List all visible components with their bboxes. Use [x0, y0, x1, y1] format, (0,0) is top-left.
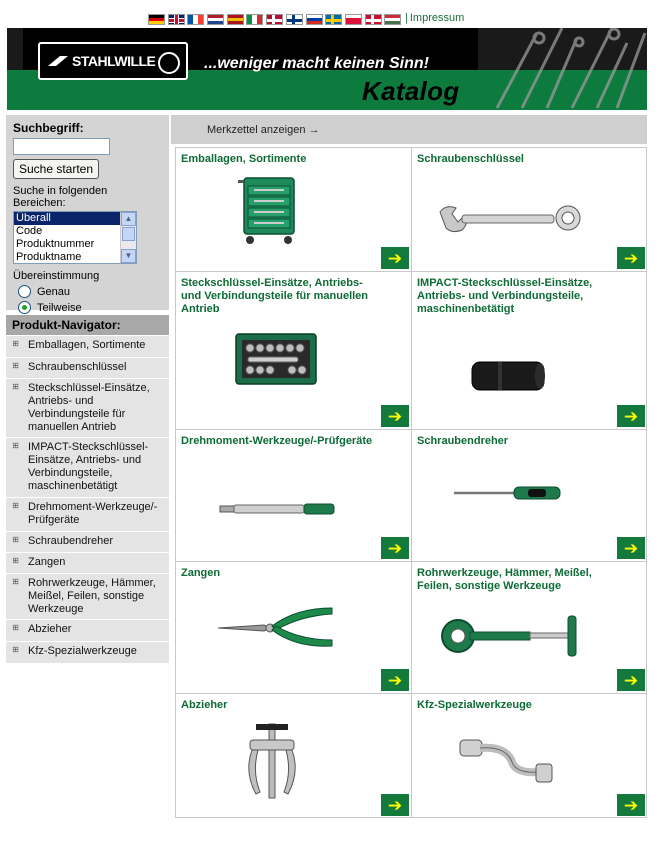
category-cell[interactable] — [412, 430, 647, 562]
arrow-right-icon: ➔ — [387, 670, 403, 690]
impressum-link[interactable] — [405, 12, 464, 24]
expand-plus-icon[interactable]: ⊞ — [12, 339, 19, 348]
nav-item-rohrwerkzeuge[interactable] — [6, 574, 169, 620]
flag-es-icon[interactable] — [227, 14, 244, 25]
area-option[interactable]: Produktnummer — [16, 238, 95, 250]
category-grid — [175, 147, 647, 818]
nav-item-label: Steckschlüssel-Einsätze, Antriebs- und Verbindungsteile für manuellen Antrieb — [28, 382, 150, 433]
flag-nl-icon[interactable] — [207, 14, 224, 25]
nav-item-label: Schraubendreher — [28, 535, 114, 547]
match-label: Übereinstimmung — [13, 270, 100, 282]
impact-socket-icon — [468, 356, 548, 396]
expand-plus-icon[interactable]: ⊞ — [12, 556, 19, 565]
merkzettel-link[interactable] — [207, 124, 320, 136]
match-option-genau[interactable] — [13, 285, 162, 298]
arrow-right-icon: → — [308, 124, 320, 136]
search-input[interactable] — [13, 138, 110, 155]
arrow-right-icon: ➔ — [623, 795, 639, 815]
screwdriver-icon — [452, 484, 564, 502]
language-flags — [148, 12, 404, 26]
go-button[interactable] — [617, 405, 645, 427]
nav-item-schraubendreher[interactable] — [6, 532, 169, 553]
flag-dk-icon[interactable] — [365, 14, 382, 25]
search-areas-listbox[interactable] — [13, 211, 137, 264]
category-title[interactable]: Kfz-Spezialwerkzeuge — [417, 699, 532, 711]
arrow-right-icon: ➔ — [623, 248, 639, 268]
category-cell[interactable] — [176, 272, 412, 430]
nav-item-impact[interactable] — [6, 438, 169, 498]
torque-wrench-icon — [218, 500, 338, 518]
arrow-right-icon: ➔ — [387, 406, 403, 426]
go-button[interactable] — [381, 247, 409, 269]
separator: | — [405, 12, 408, 24]
expand-plus-icon[interactable]: ⊞ — [12, 645, 19, 654]
radio-genau-label: Genau — [37, 285, 71, 298]
flag-no-icon[interactable] — [266, 14, 283, 25]
arrow-right-icon: ➔ — [387, 248, 403, 268]
flag-de-icon[interactable] — [148, 14, 165, 25]
search-label: Suchbegriff: — [13, 121, 84, 135]
puller-icon — [242, 722, 302, 802]
nav-item-drehmoment[interactable] — [6, 498, 169, 532]
expand-plus-icon[interactable]: ⊞ — [12, 623, 19, 632]
category-cell[interactable] — [176, 694, 412, 818]
logo-swoosh-icon — [46, 52, 70, 70]
category-title[interactable]: Abzieher — [181, 699, 228, 711]
nav-item-abzieher[interactable] — [6, 620, 169, 642]
category-title[interactable]: Zangen — [181, 567, 221, 579]
category-cell[interactable] — [412, 272, 647, 430]
impressum-label[interactable]: Impressum — [409, 12, 465, 24]
expand-plus-icon[interactable]: ⊞ — [12, 382, 19, 391]
expand-plus-icon[interactable]: ⊞ — [12, 535, 19, 544]
arrow-right-icon: ➔ — [623, 538, 639, 558]
category-cell[interactable] — [176, 562, 412, 694]
category-cell[interactable] — [176, 430, 412, 562]
stahlwille-logo[interactable] — [38, 42, 188, 80]
search-areas-label: Suche in folgenden Bereichen: — [13, 185, 108, 209]
expand-plus-icon[interactable]: ⊞ — [12, 577, 19, 586]
slogan: ...weniger macht keinen Sinn! — [204, 55, 429, 72]
arrow-right-icon: ➔ — [387, 538, 403, 558]
go-button[interactable] — [617, 794, 645, 816]
area-option[interactable]: Code — [16, 225, 43, 237]
logo-text: STAHLWILLE — [72, 53, 156, 69]
go-button[interactable] — [381, 537, 409, 559]
go-button[interactable] — [381, 669, 409, 691]
arrow-right-icon: ➔ — [623, 406, 639, 426]
category-title[interactable]: Steckschlüssel-Einsätze, Antriebs- und Verbindungsteile für manuellen Antrieb — [181, 277, 369, 315]
search-panel — [6, 115, 169, 314]
flag-ru-icon[interactable] — [306, 14, 323, 25]
flag-se-icon[interactable] — [325, 14, 342, 25]
nav-item-label: Zangen — [28, 556, 66, 568]
nav-item-steckschluessel[interactable] — [6, 379, 169, 438]
match-option-teilweise[interactable] — [13, 301, 162, 314]
area-option[interactable]: Überall — [14, 212, 122, 225]
expand-plus-icon[interactable]: ⊞ — [12, 441, 19, 450]
radio-genau[interactable] — [18, 285, 31, 298]
go-button[interactable] — [381, 405, 409, 427]
category-cell[interactable] — [176, 148, 412, 272]
flag-fi-icon[interactable] — [286, 14, 303, 25]
nav-item-label: Emballagen, Sortimente — [28, 339, 146, 351]
main-topbar — [171, 115, 647, 144]
category-cell[interactable] — [412, 694, 647, 818]
category-title[interactable]: IMPACT-Steckschlüssel-Einsätze, Antriebs- und Verbindungsteile, maschinenbetätigt — [417, 277, 593, 315]
category-title[interactable]: Schraubenschlüssel — [417, 153, 524, 165]
pliers-icon — [216, 602, 336, 652]
arrow-right-icon: ➔ — [387, 795, 403, 815]
go-button[interactable] — [617, 247, 645, 269]
navigator-title: Produkt-Navigator: — [6, 315, 169, 335]
header-banner — [7, 28, 647, 110]
logo-gear-icon — [158, 52, 180, 74]
tools-decoration-icon — [477, 28, 647, 110]
category-title[interactable]: Emballagen, Sortimente — [181, 153, 307, 165]
nav-item-label: Schraubenschlüssel — [28, 361, 127, 373]
flag-hu-icon[interactable] — [384, 14, 401, 25]
flag-it-icon[interactable] — [246, 14, 263, 25]
nav-item-label: Abzieher — [28, 623, 72, 635]
flag-gb-icon[interactable] — [168, 14, 185, 25]
arrow-right-icon: ➔ — [623, 670, 639, 690]
nav-item-label: Rohrwerkzeuge, Hämmer, Meißel, Feilen, sonstige Werkzeuge — [28, 577, 156, 615]
nav-item-label: Kfz-Spezialwerkzeuge — [28, 645, 137, 657]
radio-teilweise[interactable] — [18, 301, 31, 314]
tool-trolley-icon — [236, 174, 306, 246]
special-wrench-icon — [456, 736, 556, 788]
pipe-cutter-icon — [436, 606, 586, 658]
scroll-up-icon[interactable]: ▲ — [121, 212, 136, 226]
go-button[interactable] — [617, 669, 645, 691]
merkzettel-label[interactable]: Merkzettel anzeigen — [207, 124, 306, 136]
nav-item-label: IMPACT-Steckschlüssel-Einsätze, Antriebs- und Verbindungsteile, maschinenbetätigt — [28, 441, 149, 492]
flag-pl-icon[interactable] — [345, 14, 362, 25]
category-cell[interactable] — [412, 562, 647, 694]
radio-teilweise-label: Teilweise — [37, 301, 82, 314]
katalog-title: Katalog — [362, 76, 460, 106]
nav-item-zangen[interactable] — [6, 553, 169, 574]
nav-item-schraubenschluessel[interactable] — [6, 358, 169, 379]
nav-item-label: Drehmoment-Werkzeuge/-Prüfgeräte — [28, 501, 158, 526]
expand-plus-icon[interactable]: ⊞ — [12, 501, 19, 510]
category-cell[interactable] — [412, 148, 647, 272]
go-button[interactable] — [381, 794, 409, 816]
area-option[interactable]: Produktname — [16, 251, 82, 263]
category-title[interactable]: Drehmoment-Werkzeuge/-Prüfgeräte — [181, 435, 373, 447]
scroll-down-icon[interactable]: ▼ — [121, 249, 136, 263]
category-title[interactable]: Rohrwerkzeuge, Hämmer, Meißel, Feilen, sonstige Werkzeuge — [417, 567, 592, 592]
listbox-scrollbar[interactable] — [120, 212, 136, 263]
nav-item-emballagen[interactable] — [6, 336, 169, 358]
socket-set-case-icon — [234, 328, 320, 390]
combination-wrench-icon — [436, 200, 586, 240]
navigator-list — [6, 336, 169, 664]
nav-item-kfz[interactable] — [6, 642, 169, 664]
expand-plus-icon[interactable]: ⊞ — [12, 361, 19, 370]
search-button[interactable]: Suche starten — [13, 159, 99, 179]
flag-fr-icon[interactable] — [187, 14, 204, 25]
scroll-thumb[interactable] — [122, 227, 135, 241]
category-title[interactable]: Schraubendreher — [417, 435, 509, 447]
go-button[interactable] — [617, 537, 645, 559]
